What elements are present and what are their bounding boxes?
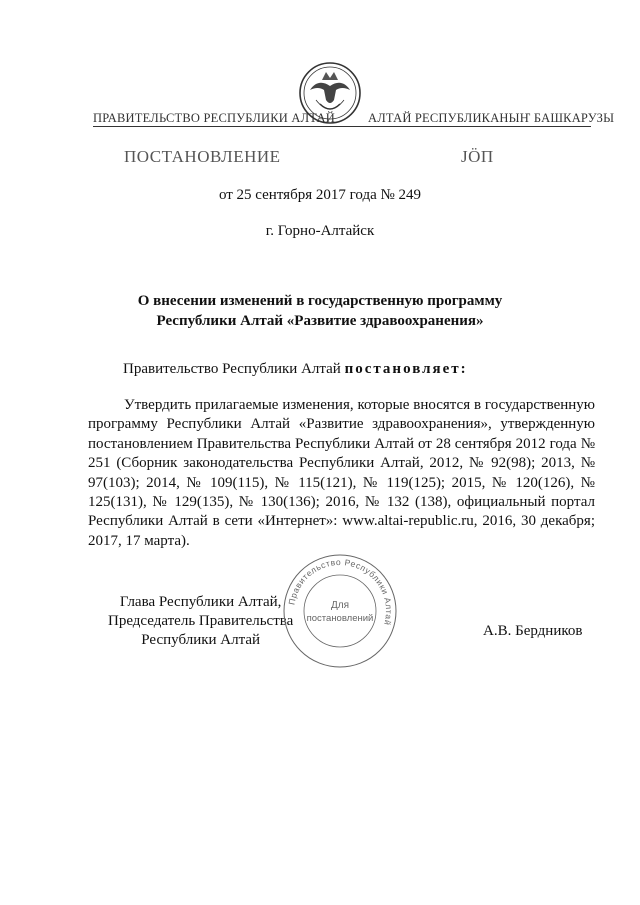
signatory-title (108, 593, 293, 650)
signatory-line-1: Глава Республики Алтай, (119, 594, 282, 610)
doc-type-altai: JÖП (461, 147, 494, 166)
title-line-1: О внесении изменений в государственную программу (137, 293, 503, 309)
title-line-2: Республики Алтай «Развитие здравоохранения» (156, 313, 484, 329)
intro-verb: постановляет: (344, 361, 468, 377)
body-text: Утвердить прилагаемые изменения, которые вносятся в государственную программу Республики Алтай «Развитие здравоохранения», утвержденную постановлением Правительства Республики Алтай от 28 сентября 2012 года № 251 (Сборник законодательства Республики Алтай, 2012, № 92(98); 2013, № 97(103); 2014, № 109(115), № 115(121), № 119(125); 2015, № 120(126), № 125(131), № 129(135), № 130(136); 2016, № 132 (138), официальный портал Республики Алтай в сети «Интернет»: www.altai-republic.ru, 2016, 30 декабря; 2017, 17 марта). (88, 397, 595, 549)
signatory-name: А.В. Бердников (483, 623, 583, 639)
official-stamp (280, 551, 400, 671)
org-name-altai: АЛТАЙ РЕСПУБЛИКАНЫҤ БАШКАРУЗЫ (368, 111, 615, 125)
doc-type-russian: ПОСТАНОВЛЕНИЕ (124, 147, 281, 166)
intro-paragraph (123, 360, 630, 379)
body-paragraph (88, 396, 595, 551)
org-name-russian: ПРАВИТЕЛЬСТВО РЕСПУБЛИКИ АЛТАЙ (93, 111, 335, 125)
stamp-center-line-2: постановлений (306, 613, 374, 624)
signatory-line-3: Республики Алтай (141, 632, 261, 648)
intro-subject: Правительство Республики Алтай (123, 361, 341, 377)
stamp-ring-text: Правительство Республики Алтай (286, 556, 395, 627)
header-divider (93, 126, 591, 127)
city: г. Горно-Алтайск (265, 223, 375, 239)
date-number: от 25 сентября 2017 года № 249 (218, 187, 422, 203)
document-title (100, 291, 540, 331)
stamp-center-line-1: Для (330, 600, 350, 611)
signatory-line-2: Председатель Правительства (108, 613, 294, 629)
